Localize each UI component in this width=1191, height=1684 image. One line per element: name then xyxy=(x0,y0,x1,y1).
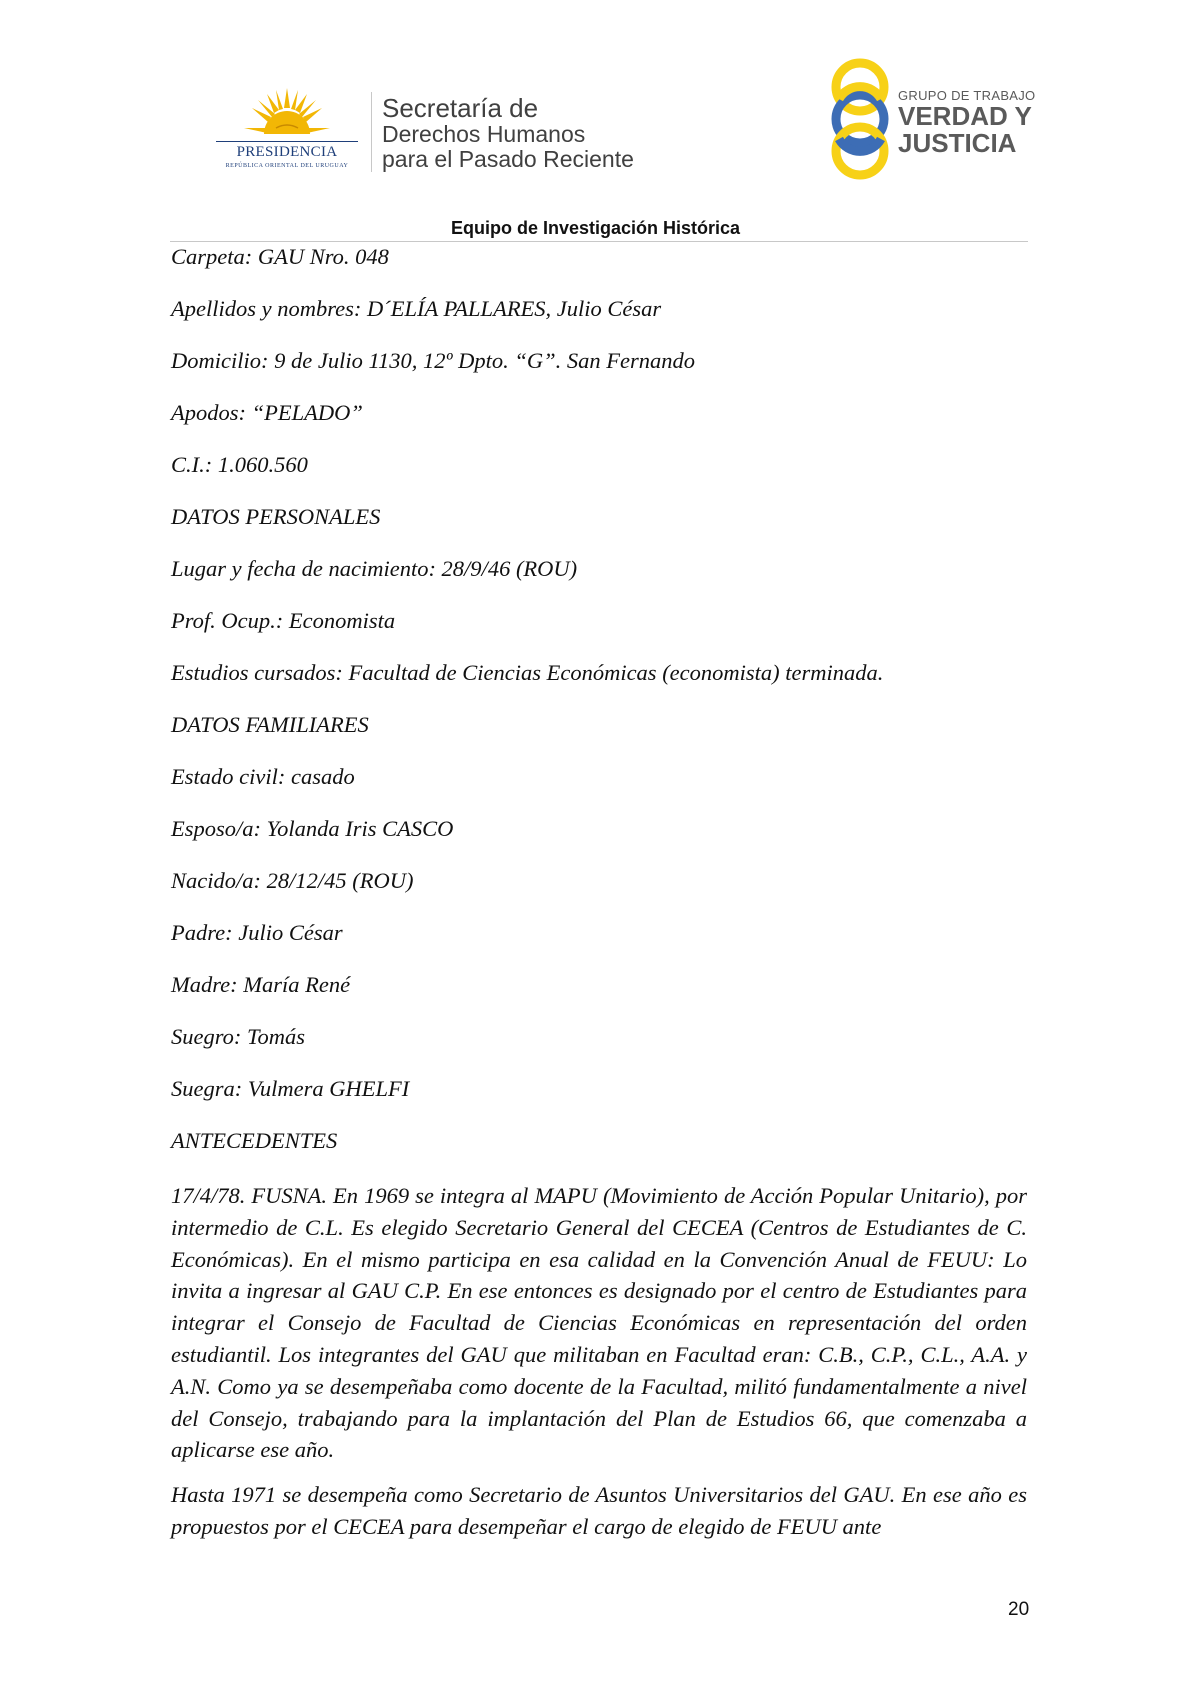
presidencia-subtitle: REPÚBLICA ORIENTAL DEL URUGUAY xyxy=(225,163,349,169)
field-profesion: Prof. Ocup.: Economista xyxy=(171,608,396,633)
field-esposo: Esposo/a: Yolanda Iris CASCO xyxy=(171,816,454,841)
grupo-line-3: JUSTICIA xyxy=(898,128,1017,158)
grupo-trabajo-title xyxy=(898,88,1035,157)
field-nacido: Nacido/a: 28/12/45 (ROU) xyxy=(171,868,414,893)
secretaria-line-2: Derechos Humanos xyxy=(382,121,586,147)
sun-icon xyxy=(242,86,332,144)
presidencia-logo xyxy=(212,86,362,172)
field-ci: C.I.: 1.060.560 xyxy=(171,452,308,477)
field-madre: Madre: María René xyxy=(171,972,351,997)
page-header xyxy=(0,0,1191,238)
field-domicilio: Domicilio: 9 de Julio 1130, 12º Dpto. “G”. San Fernando xyxy=(171,348,696,373)
page-number: 20 xyxy=(1008,1599,1030,1620)
section-datos-personales: DATOS PERSONALES xyxy=(171,504,381,529)
secretaria-line-3: para el Pasado Reciente xyxy=(382,146,634,172)
presidencia-rule xyxy=(216,141,358,142)
field-apellidos-nombres: Apellidos y nombres: D´ELÍA PALLARES, Julio César xyxy=(171,296,662,321)
paragraph: 17/4/78. FUSNA. En 1969 se integra al MAPU (Movimiento de Acción Popular Unitario), por intermedio de C.L. Es elegido Secretario General del CECEA (Centros de Estudiantes de C. Económicas). En el mismo participa en esa calidad en la Convención Anual de FEUU: Lo invita a ingresar al GAU C.P. En ese entonces es designado por el centro de Estudiantes para integrar el Consejo de Facultad de Ciencias Económicas en representación del orden estudiantil. Los integrantes del GAU que militaban en Facultad eran: C.B., C.P., C.L., A.A. y A.N. Como ya se desempeñaba como docente de la Facultad, militó fundamentalmente a nivel del Consejo, trabajando para la implantación del Plan de Estudios 66, que comenzaba a aplicarse ese año. xyxy=(171,1183,1027,1463)
field-estudios: Estudios cursados: Facultad de Ciencias Económicas (economista) terminada. xyxy=(171,660,884,685)
grupo-line-1: GRUPO DE TRABAJO xyxy=(898,88,1036,103)
secretaria-line-1: Secretaría de xyxy=(382,93,539,123)
document-body xyxy=(171,244,1027,1556)
field-suegro: Suegro: Tomás xyxy=(171,1024,305,1049)
presidencia-name: PRESIDENCIA xyxy=(236,144,338,160)
header-rule xyxy=(170,241,1028,242)
field-apodos: Apodos: “PELADO” xyxy=(171,400,363,425)
field-suegra: Suegra: Vulmera GHELFI xyxy=(171,1076,410,1101)
team-title: Equipo de Investigación Histórica xyxy=(450,218,741,238)
logo-separator xyxy=(371,92,372,172)
paragraph: Hasta 1971 se desempeña como Secretario de Asuntos Universitarios del GAU. En ese año es propuestos por el CECEA para desempeñar el cargo de elegido de FEUU ante xyxy=(171,1482,1027,1539)
field-lugar-fecha-nacimiento: Lugar y fecha de nacimiento: 28/9/46 (ROU) xyxy=(171,556,578,581)
field-estado-civil: Estado civil: casado xyxy=(171,764,355,789)
section-antecedentes: ANTECEDENTES xyxy=(171,1128,338,1153)
field-padre: Padre: Julio César xyxy=(171,920,343,945)
field-carpeta: Carpeta: GAU Nro. 048 xyxy=(171,244,389,269)
grupo-line-2: VERDAD Y xyxy=(898,101,1032,131)
secretaria-title xyxy=(382,95,634,172)
section-datos-familiares: DATOS FAMILIARES xyxy=(171,712,369,737)
